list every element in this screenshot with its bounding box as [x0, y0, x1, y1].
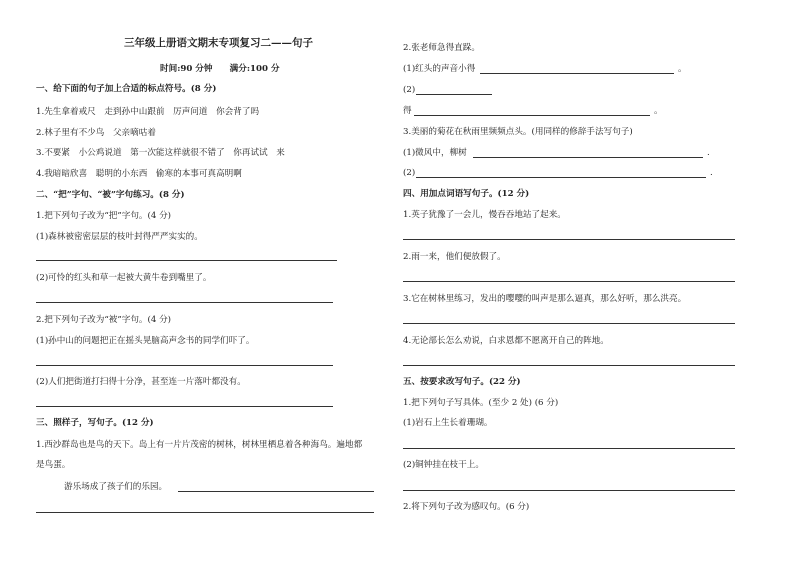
- s1-q1: 1.先生拿着戒尺 走到孙中山跟前 厉声问道 你会背了吗: [36, 107, 260, 117]
- answer-line[interactable]: [403, 239, 735, 240]
- s1-q2: 2.林子里有不少鸟 父亲嘀咕着: [36, 128, 156, 138]
- s3-q1-line1: 1.西沙群岛也是鸟的天下。岛上有一片片茂密的树林，树林里栖息着各种海鸟。遍地都: [36, 440, 363, 450]
- s4-q4: 4.无论部长怎么劝说，白求恩都不愿离开自己的阵地。: [403, 336, 609, 346]
- s2-q1a: (1)森林被密密层层的枝叶封得严严实实的。: [36, 232, 203, 242]
- s2-q1b: (2)可怜的红头和草一起被大黄牛卷到嘴里了。: [36, 273, 212, 283]
- answer-line[interactable]: [178, 491, 374, 492]
- exam-meta: 时间:90 分钟 满分:100 分: [160, 64, 280, 74]
- answer-line[interactable]: [416, 177, 706, 178]
- answer-line[interactable]: [403, 448, 735, 449]
- s2-q2a: (1)孙中山的问题把正在摇头晃脑高声念书的同学们吓了。: [36, 336, 255, 346]
- s5-q1b: (2)铜钟挂在枝干上。: [403, 460, 484, 470]
- section2-heading: 二、“把”字句、“被”字句练习。(8 分): [36, 190, 185, 200]
- answer-line[interactable]: [403, 490, 735, 491]
- s1-q3: 3.不要紧 小公鸡说道 第一次能这样就很不错了 你再试试 来: [36, 148, 285, 158]
- s4-q1: 1.英子犹豫了一会儿，慢吞吞地站了起来。: [403, 210, 566, 220]
- answer-line[interactable]: [414, 115, 650, 116]
- answer-line[interactable]: [416, 94, 492, 95]
- answer-line[interactable]: [403, 281, 735, 282]
- section3-heading: 三、照样子，写句子。(12 分): [36, 418, 154, 428]
- answer-line[interactable]: [36, 406, 333, 407]
- period: .: [710, 168, 713, 178]
- s4-q3: 3.它在树林里练习，发出的嘤嘤的叫声是那么逼真，那么好听，那么洪亮。: [403, 294, 687, 304]
- section4-heading: 四、用加点词语写句子。(12 分): [403, 189, 530, 199]
- answer-line[interactable]: [403, 365, 735, 366]
- section1-heading: 一、给下面的句子加上合适的标点符号。(8 分): [36, 84, 217, 94]
- r-q2a: (1)红头的声音小得: [403, 64, 476, 74]
- answer-line[interactable]: [36, 512, 374, 513]
- r-q2b: (2): [403, 85, 416, 95]
- s3-q1-prompt: 游乐场成了孩子们的乐园。: [64, 482, 168, 492]
- s5-q2: 2.将下列句子改为感叹句。(6 分): [403, 502, 530, 512]
- r-q2: 2.张老师急得直跺。: [403, 43, 480, 53]
- section5-heading: 五、按要求改写句子。(22 分): [403, 377, 521, 387]
- s5-q1a: (1)岩石上生长着珊瑚。: [403, 418, 493, 428]
- page-title: 三年级上册语文期末专项复习二——句子: [124, 37, 313, 49]
- r-q2c: 得: [403, 106, 412, 116]
- period: 。: [678, 64, 687, 74]
- s4-q2: 2.雨一来，他们便放假了。: [403, 252, 506, 262]
- period: .: [707, 148, 710, 158]
- r-q3b: (2): [403, 168, 416, 178]
- answer-line[interactable]: [473, 157, 703, 158]
- s2-q2: 2.把下列句子改为“被”字句。(4 分): [36, 315, 172, 325]
- answer-line[interactable]: [36, 302, 333, 303]
- s2-q2b: (2)人们把街道打扫得十分净，甚至连一片落叶都没有。: [36, 377, 246, 387]
- r-q3: 3.美丽的菊花在秋雨里频频点头。(用同样的修辞手法写句子): [403, 127, 633, 137]
- s5-q1: 1.把下列句子写具体。(至少 2 处) (6 分): [403, 398, 559, 408]
- answer-line[interactable]: [480, 73, 674, 74]
- answer-line[interactable]: [36, 260, 337, 261]
- s2-q1: 1.把下列句子改为“把”字句。(4 分): [36, 211, 172, 221]
- answer-line[interactable]: [403, 323, 735, 324]
- answer-line[interactable]: [36, 365, 333, 366]
- r-q3a: (1)微风中，柳树: [403, 148, 467, 158]
- s1-q4: 4.我暗暗欣喜 聪明的小东西 偷寒的本事可真高明啊: [36, 169, 242, 179]
- period: 。: [654, 106, 663, 116]
- s3-q1-line2: 是鸟蛋。: [36, 460, 71, 470]
